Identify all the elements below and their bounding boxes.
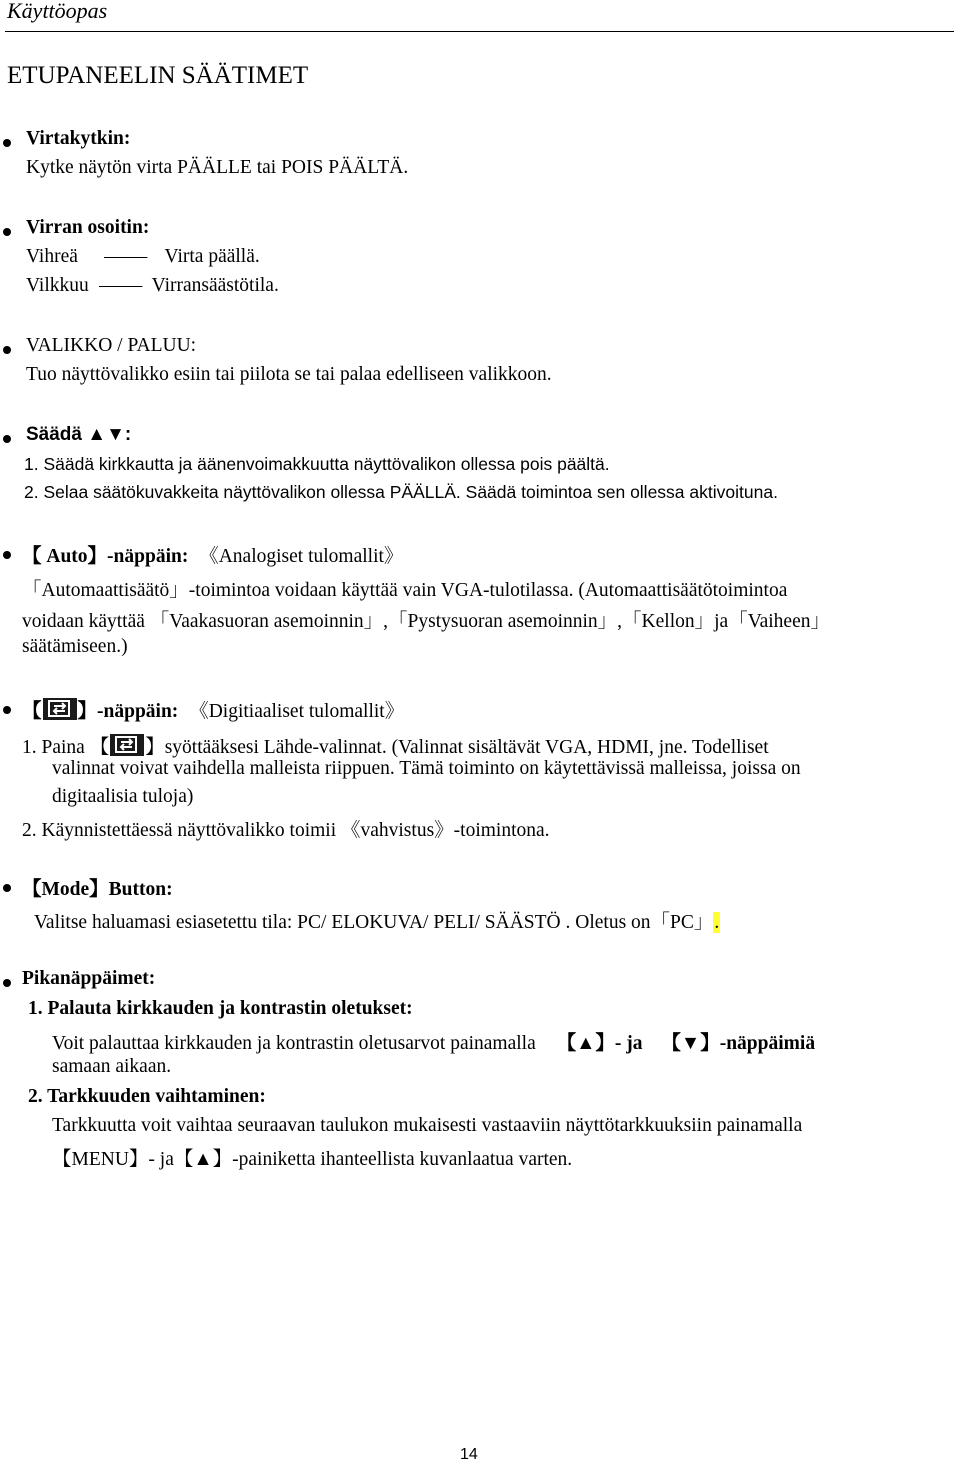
page-number: 14 xyxy=(460,1446,478,1463)
auto-mode: 《Analogiset tulomallit》 xyxy=(199,546,404,567)
power-indicator-label: Virran osoitin: xyxy=(26,217,150,238)
bullet xyxy=(3,551,11,559)
source-line-1 xyxy=(22,731,769,759)
input-source-icon xyxy=(110,734,144,756)
bullet xyxy=(3,435,11,443)
header-rule xyxy=(5,31,954,32)
auto-label: 【 Auto】-näppäin: xyxy=(22,546,189,567)
source-line-2: valinnat voivat vaihdella malleista riippuen. Tämä toiminto on käytettävissä malleissa, joissa on xyxy=(52,758,801,779)
indicator-row-green xyxy=(26,246,260,268)
power-switch-label: Virtakytkin: xyxy=(26,128,131,149)
power-switch-desc: Kytke näytön virta PÄÄLLE tai POIS PÄÄLTÄ. xyxy=(26,157,409,178)
shortcut-1-text: Voit palauttaa kirkkauden ja kontrastin oletusarvot painamalla xyxy=(52,1033,536,1054)
adjust-line-2: 2. Selaa säätökuvakkeita näyttövalikon ollessa PÄÄLLÄ. Säädä toimintoa sen ollessa aktivoituna. xyxy=(24,482,778,502)
mode-label: 【Mode】Button: xyxy=(22,879,173,900)
indicator-dash: — xyxy=(103,246,147,267)
mode-desc-line xyxy=(34,906,720,934)
bullet xyxy=(3,706,11,714)
menu-label: VALIKKO / PALUU: xyxy=(26,335,197,356)
source-line-4: 2. Käynnistettäessä näyttövalikko toimii 《vahvistus》-toimintona. xyxy=(22,820,550,841)
shortcut-2-line-1: Tarkkuutta voit vaihtaa seuraavan taulukon mukaisesti vastaaviin näyttötarkkuuksiin painamalla xyxy=(52,1115,803,1136)
bullet xyxy=(3,346,11,354)
source-mode: 《Digitiaaliset tulomallit》 xyxy=(189,701,405,722)
source-line-1-pre: 1. Paina 【 xyxy=(22,737,110,758)
shortcut-2-title: 2. Tarkkuuden vaihtaminen: xyxy=(28,1086,266,1107)
auto-line-1: 「Automaattisäätö」-toimintoa voidaan käyttää vain VGA-tulotilassa. (Automaattisäätötoimintoa xyxy=(22,580,788,601)
auto-heading xyxy=(22,540,403,568)
shortcut-1-line-1 xyxy=(52,1027,815,1055)
input-source-icon xyxy=(43,698,77,720)
source-line-1-post: 】syöttääksesi Lähde-valinnat. (Valinnat sisältävät VGA, HDMI, jne. Todelliset xyxy=(145,737,769,758)
indicator-state: Vilkkuu xyxy=(26,275,89,296)
source-label-close: 】-näppäin: xyxy=(77,701,179,722)
source-heading xyxy=(22,695,404,723)
bullet xyxy=(3,979,11,987)
shortcut-1-keys-b: 【▼】-näppäimiä xyxy=(661,1033,816,1054)
indicator-meaning: Virta päällä. xyxy=(164,246,260,267)
shortcut-1-line-2: samaan aikaan. xyxy=(52,1056,172,1077)
indicator-dash: — xyxy=(98,275,142,296)
source-label-open: 【 xyxy=(22,701,42,722)
header-title: Käyttöopas xyxy=(7,0,108,23)
section-title: ETUPANEELIN SÄÄTIMET xyxy=(7,62,309,89)
menu-desc: Tuo näyttövalikko esiin tai piilota se tai palaa edelliseen valikkoon. xyxy=(26,364,552,385)
indicator-row-blink xyxy=(26,275,279,297)
mode-desc: Valitse haluamasi esiasetettu tila: PC/ ELOKUVA/ PELI/ SÄÄSTÖ . Oletus on「PC」 xyxy=(34,912,714,933)
highlight-mark: . xyxy=(714,912,720,933)
shortcut-1-keys-a: 【▲】- ja xyxy=(556,1033,643,1054)
bullet xyxy=(3,884,11,892)
shortcut-1-title: 1. Palauta kirkkauden ja kontrastin oletukset: xyxy=(28,998,413,1019)
auto-line-3: säätämiseen.) xyxy=(22,636,128,657)
adjust-line-1: 1. Säädä kirkkautta ja äänenvoimakkuutta näyttövalikon ollessa pois päältä. xyxy=(24,454,610,474)
shortcuts-label: Pikanäppäimet: xyxy=(22,968,156,989)
auto-line-2: voidaan käyttää 「Vaakasuoran asemoinnin」,「Pystysuoran asemoinnin」,「Kellon」ja「Vaiheen」 xyxy=(22,611,830,632)
bullet xyxy=(3,228,11,236)
adjust-label: Säädä ▲▼: xyxy=(26,424,132,445)
shortcut-2-line-2: 【MENU】- ja【▲】-painiketta ihanteellista kuvanlaatua varten. xyxy=(52,1149,573,1170)
indicator-state: Vihreä xyxy=(26,246,78,267)
source-line-3: digitaalisia tuloja) xyxy=(52,786,194,807)
bullet xyxy=(3,139,11,147)
indicator-meaning: Virransäästötila. xyxy=(151,275,279,296)
